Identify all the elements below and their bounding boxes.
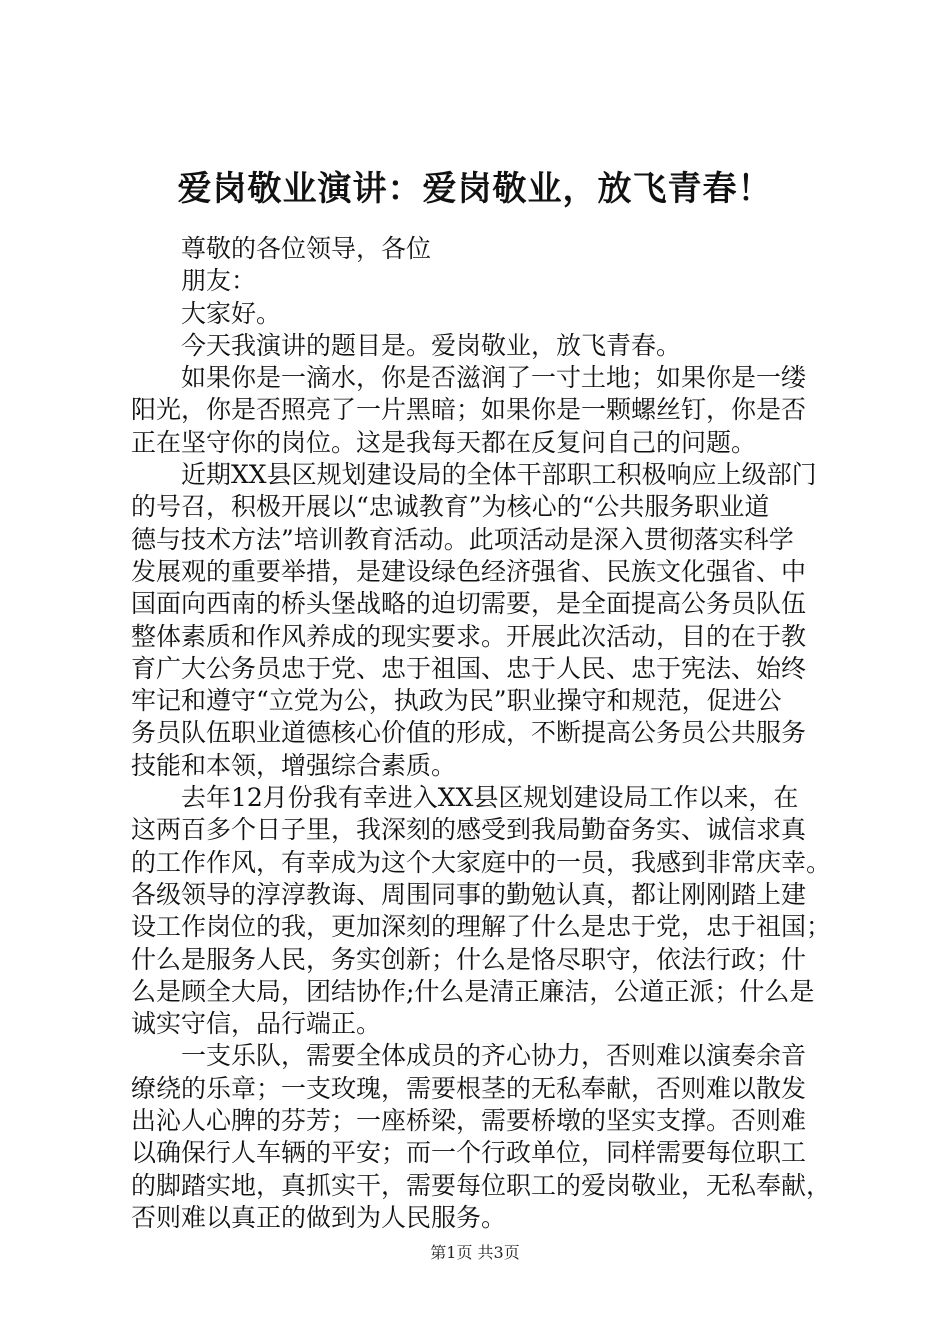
body-line: 发展观的重要举措，是建设绿色经济强省、民族文化强省、中 xyxy=(131,556,807,586)
body-line: 一支乐队，需要全体成员的齐心协力，否则难以演奏余音 xyxy=(181,1041,807,1071)
body-line: 的号召，积极开展以“忠诚教育”为核心的“公共服务职业道 xyxy=(131,492,770,522)
body-line: 务员队伍职业道德核心价值的形成，不断提高公务员公共服务 xyxy=(131,718,807,748)
body-line: 这两百多个日子里，我深刻的感受到我局勤奋务实、诚信求真 xyxy=(131,815,807,845)
body-line: 牢记和遵守“立党为公，执政为民”职业操守和规范，促进公 xyxy=(131,686,782,716)
body-line: 育广大公务员忠于党、忠于祖国、忠于人民、忠于宪法、始终 xyxy=(131,653,807,683)
body-line: 么是顾全大局，团结协作;什么是清正廉洁，公道正派；什么是 xyxy=(131,976,815,1006)
body-line: 阳光，你是否照亮了一片黑暗；如果你是一颗螺丝钉，你是否 xyxy=(131,395,807,425)
body-line: 正在坚守你的岗位。这是我每天都在反复问自己的问题。 xyxy=(131,427,757,457)
body-line: 的脚踏实地，真抓实干，需要每位职工的爱岗敬业，无私奉献， xyxy=(131,1170,832,1200)
body-line: 出沁人心脾的芬芳；一座桥梁，需要桥墩的坚实支撑。否则难 xyxy=(131,1106,807,1136)
document-body xyxy=(131,233,831,1234)
body-line: 整体素质和作风养成的现实要求。开展此次活动，目的在于教 xyxy=(131,621,807,651)
body-line: 什么是服务人民，务实创新；什么是恪尽职守，依法行政；什 xyxy=(131,944,807,974)
body-line: 的工作作风，有幸成为这个大家庭中的一员，我感到非常庆幸。 xyxy=(131,847,832,877)
body-line: 朋友： xyxy=(181,266,257,296)
body-line: 技能和本领，增强综合素质。 xyxy=(131,750,457,780)
body-line: 以确保行人车辆的平安；而一个行政单位，同样需要每位职工 xyxy=(131,1138,807,1168)
body-line: 德与技术方法”培训教育活动。此项活动是深入贯彻落实科学 xyxy=(131,524,794,554)
body-line: 国面向西南的桥头堡战略的迫切需要，是全面提高公务员队伍 xyxy=(131,589,807,619)
body-line: 设工作岗位的我，更加深刻的理解了什么是忠于党，忠于祖国； xyxy=(131,912,832,942)
body-line: 近期XX县区规划建设局的全体干部职工积极响应上级部门 xyxy=(181,460,817,490)
body-line: 否则难以真正的做到为人民服务。 xyxy=(131,1202,507,1232)
body-line: 尊敬的各位领导，各位 xyxy=(181,234,432,263)
body-line: 如果你是一滴水，你是否滋润了一寸土地；如果你是一缕 xyxy=(181,363,807,393)
body-line: 今天我演讲的题目是。爱岗敬业，放飞青春。 xyxy=(181,330,682,360)
body-line: 去年12月份我有幸进入XX县区规划建设局工作以来，在 xyxy=(181,783,799,813)
page-footer: 第1页 共3页 xyxy=(430,1243,520,1262)
document-title: 爱岗敬业演讲：爱岗敬业，放飞青春！ xyxy=(177,169,773,209)
body-line: 大家好。 xyxy=(181,298,282,328)
body-line: 各级领导的淳淳教诲、周围同事的勤勉认真，都让刚刚踏上建 xyxy=(131,879,807,909)
body-line: 诚实守信，品行端正。 xyxy=(131,1009,382,1039)
body-line: 缭绕的乐章；一支玫瑰，需要根茎的无私奉献，否则难以散发 xyxy=(131,1073,807,1103)
